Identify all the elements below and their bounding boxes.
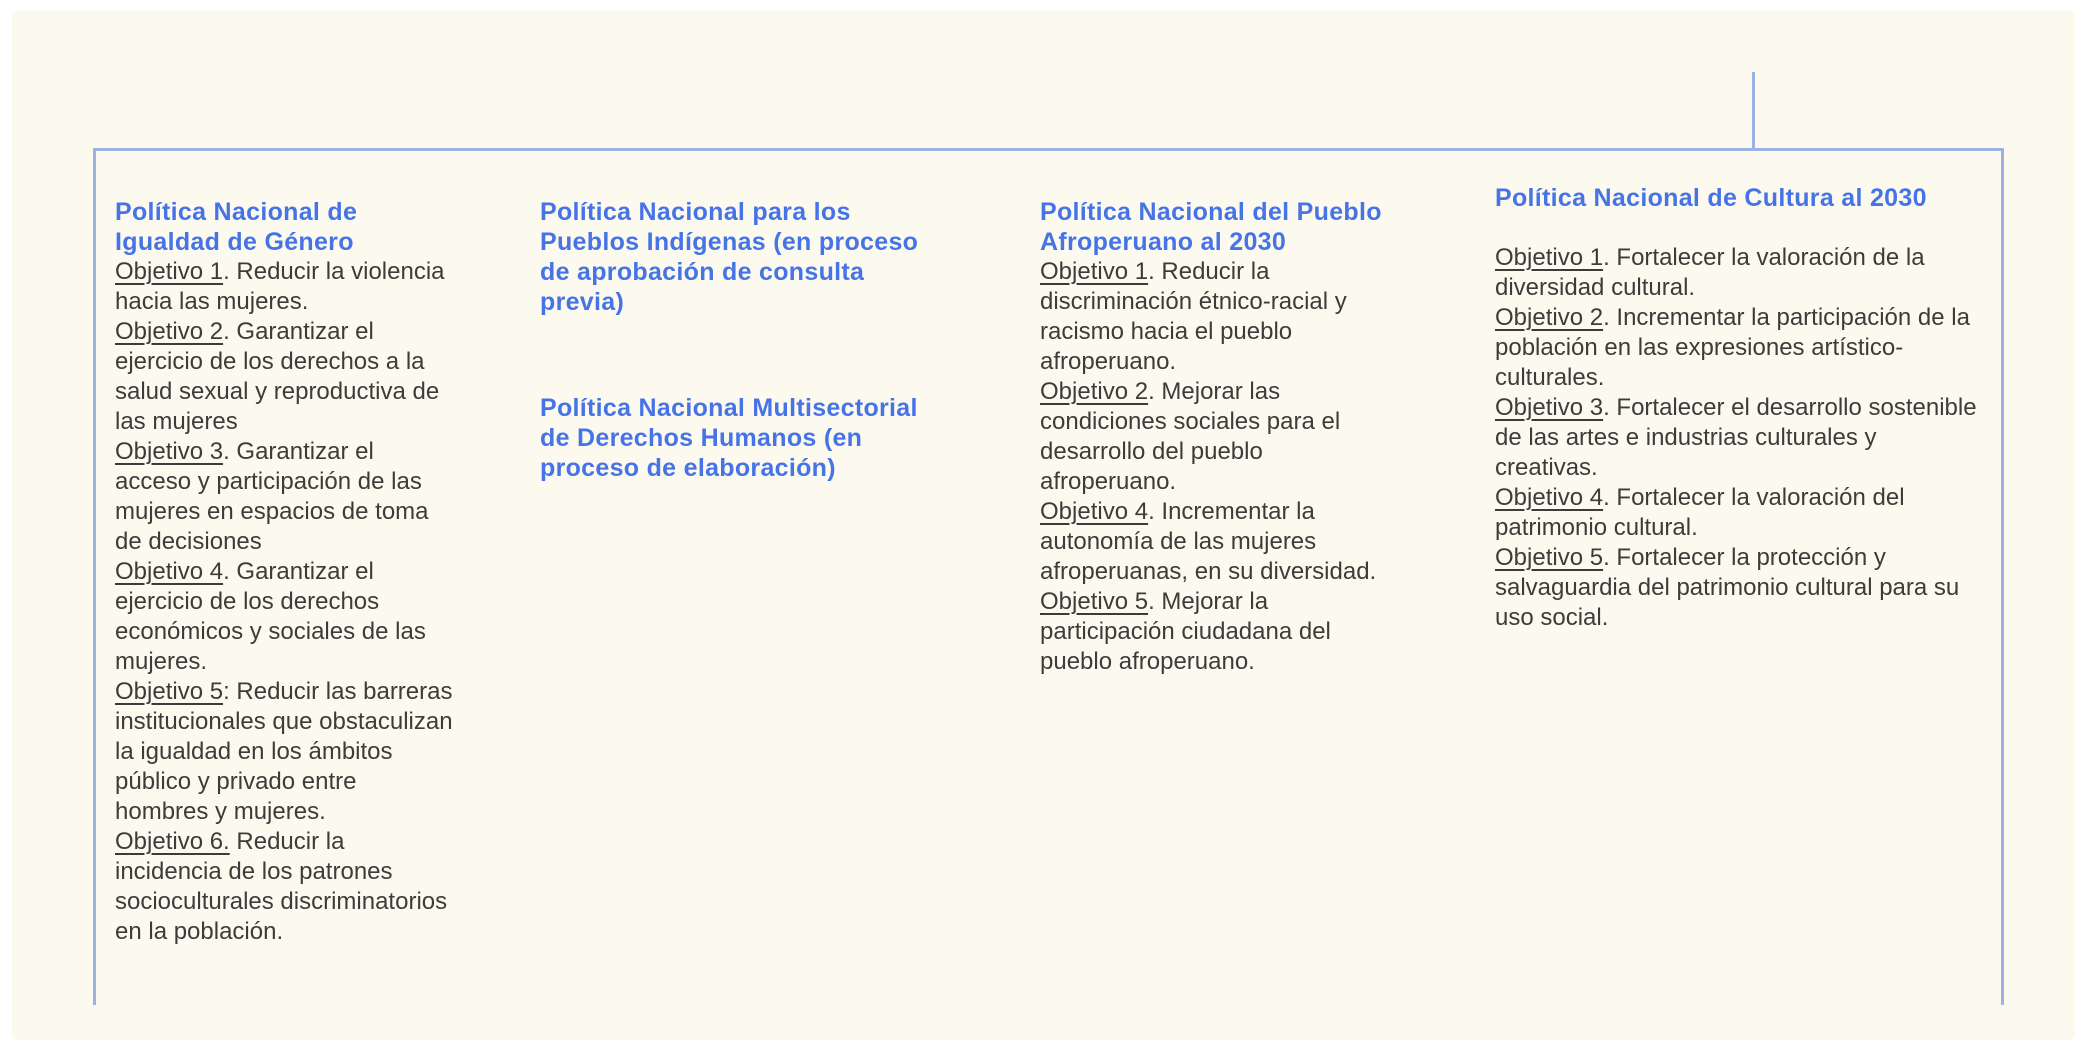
objective-label: Objetivo 3 [1495,394,1604,421]
objective-separator: . [223,318,237,345]
objective-separator: : [223,678,237,705]
objective-text: Mejorar la participación ciudadana del pueblo afroperuano. [1040,588,1331,675]
policy-column-pueblos-indigenas [540,197,925,483]
objective-item [1495,303,1985,393]
policy-heading: Política Nacional de Cultura al 2030 [1495,184,1927,212]
objective-text: Incrementar la autonomía de las mujeres afroperuanas, en su diversidad. [1040,498,1377,585]
objective-separator: . [1148,588,1162,615]
policy-column-igualdad-genero [115,197,455,947]
objective-item [1040,587,1400,677]
objective-separator: . [1603,484,1617,511]
objective-text: Reducir las barreras institucionales que obstaculizan la igualdad en los ámbitos público y privado entre hombres y mujeres. [115,678,453,825]
objective-item [1495,543,1985,633]
objective-label: Objetivo 4 [115,558,224,585]
connector-line [1752,72,1755,151]
objective-label: Objetivo 5 [1495,544,1604,571]
objective-separator: . [223,558,237,585]
objective-item [1495,393,1985,483]
objective-item [1040,257,1400,377]
policy-column-cultura [1495,183,1985,633]
objective-text: Garantizar el ejercicio de los derechos a la salud sexual y reproductiva de las mujeres [115,318,440,435]
objective-label: Objetivo 6. [115,828,230,855]
objective-label: Objetivo 1 [115,258,224,285]
objective-separator: . [1148,498,1162,525]
objective-item [115,257,455,317]
objective-separator: . [1603,544,1617,571]
objective-label: Objetivo 5 [1040,588,1149,615]
objective-label: Objetivo 2 [115,318,224,345]
objective-text: Reducir la incidencia de los patrones socioculturales discriminatorios en la población. [115,828,448,945]
objective-label: Objetivo 1 [1040,258,1149,285]
objective-separator: . [1148,378,1162,405]
policy-column-pueblo-afroperuano [1040,197,1400,677]
policies-box [93,148,2004,1005]
objective-label: Objetivo 2 [1495,304,1604,331]
objective-label: Objetivo 4 [1495,484,1604,511]
objective-text: Garantizar el acceso y participación de las mujeres en espacios de toma de decisiones [115,438,429,555]
objective-text: Mejorar las condiciones sociales para el desarrollo del pueblo afroperuano. [1040,378,1341,495]
objective-separator: . [1603,244,1617,271]
objective-separator: . [1603,394,1617,421]
policy-heading: Política Nacional de Igualdad de Género [115,198,358,256]
slide-page [12,10,2075,1040]
objective-text: Fortalecer la valoración de la diversidad cultural. [1495,244,1925,301]
objective-label: Objetivo 1 [1495,244,1604,271]
objective-text: Reducir la violencia hacia las mujeres. [115,258,445,315]
objective-item [115,827,455,947]
objective-item [115,437,455,557]
objective-label: Objetivo 2 [1040,378,1149,405]
policy-heading: Política Nacional del Pueblo Afroperuano al 2030 [1040,198,1382,256]
objective-item [1495,243,1985,303]
objective-item [1495,483,1985,543]
objective-item [115,317,455,437]
objective-label: Objetivo 4 [1040,498,1149,525]
objective-text: Garantizar el ejercicio de los derechos económicos y sociales de las mujeres. [115,558,426,675]
objective-item [1040,497,1400,587]
objective-item [115,677,455,827]
policy-heading: Política Nacional Multisectorial de Derechos Humanos (en proceso de elaboración) [540,394,918,482]
objective-text: Fortalecer la valoración del patrimonio cultural. [1495,484,1905,541]
objective-text: Incrementar la participación de la población en las expresiones artístico-culturales. [1495,304,1970,391]
objective-separator: . [223,258,237,285]
objective-separator: . [1148,258,1162,285]
objective-text: Fortalecer el desarrollo sostenible de las artes e industrias culturales y creativas. [1495,394,1977,481]
policy-heading: Política Nacional para los Pueblos Indígenas (en proceso de aprobación de consulta previa) [540,198,919,316]
objective-separator: . [1603,304,1617,331]
objective-text: Reducir la discriminación étnico-racial y racismo hacia el pueblo afroperuano. [1040,258,1347,375]
objective-text: Fortalecer la protección y salvaguardia del patrimonio cultural para su uso social. [1495,544,1960,631]
objective-item [115,557,455,677]
objective-separator: . [223,438,237,465]
objective-item [1040,377,1400,497]
objective-label: Objetivo 5 [115,678,224,705]
objective-label: Objetivo 3 [115,438,224,465]
